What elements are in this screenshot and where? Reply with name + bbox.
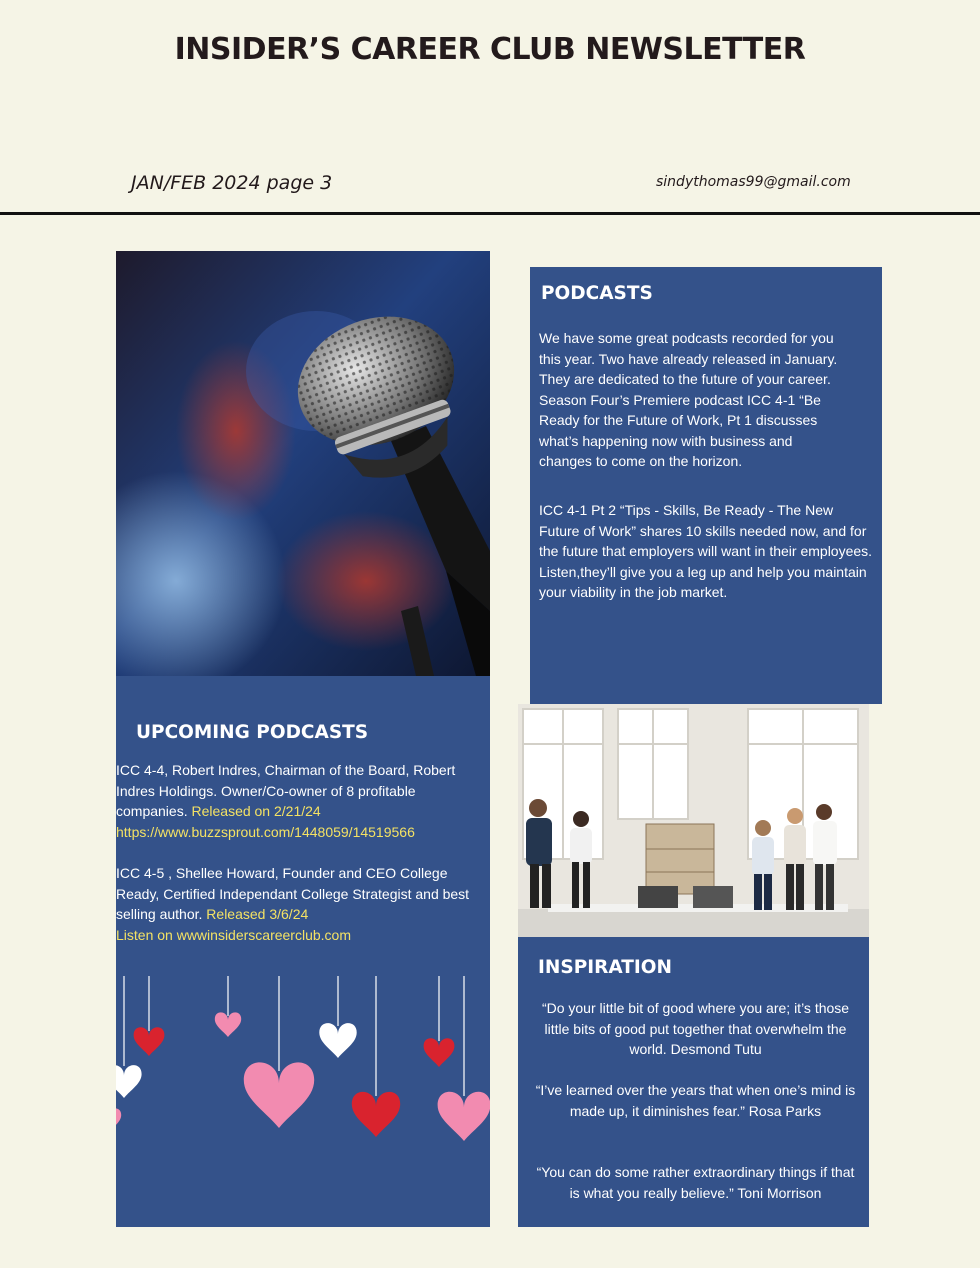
microphone-photo <box>116 251 490 676</box>
quote-tutu: “Do your little bit of good where you are; it’s those little bits of good put together that overwhelm the world. Desmond Tutu <box>541 1000 850 1057</box>
upcoming-item-2-release: Released 3/6/24 <box>206 906 309 922</box>
upcoming-item-1-release: Released on 2/21/24 <box>191 803 321 819</box>
header-divider <box>0 212 980 215</box>
upcoming-item-2 <box>116 863 481 945</box>
newsletter-title: INSIDER’S CAREER CLUB NEWSLETTER <box>174 32 806 67</box>
upcoming-podcasts-panel <box>116 676 490 1227</box>
upcoming-item-1-link[interactable]: https://www.buzzsprout.com/1448059/14519566 <box>116 823 415 840</box>
upcoming-podcasts-heading: UPCOMING PODCASTS <box>136 722 369 743</box>
upcoming-item-2-text: ICC 4-5 , Shellee Howard, Founder and CEO College Ready, Certified Independant College Strategist and best selling author. <box>116 865 470 922</box>
podcasts-paragraph-1: We have some great podcasts recorded for you this year. Two have already released in January. They are dedicated to the future of your career. Season Four’s Premiere podcast ICC 4-1 “Be Ready for the Future of Work, Pt 1 discusses what’s happening now with business and changes to come on the horizon. <box>539 330 838 469</box>
office-team-photo <box>518 704 869 937</box>
issue-date: JAN/FEB 2024 page 3 <box>131 172 333 194</box>
upcoming-item-2-link[interactable]: Listen on wwwinsiderscareerclub.com <box>116 926 351 943</box>
upcoming-item-1-text: ICC 4-4, Robert Indres, Chairman of the Board, Robert Indres Holdings. Owner/Co-owner of 8 profitable companies. <box>116 762 456 819</box>
hanging-hearts-decoration <box>116 976 490 1227</box>
podcasts-paragraph-2: ICC 4-1 Pt 2 “Tips - Skills, Be Ready - The New Future of Work” shares 10 skills needed now, and for the future that employers will want in their employees. Listen,they’ll give you a leg up and help you maintain your viability in the job market. <box>539 502 873 600</box>
podcasts-heading: PODCASTS <box>541 283 653 304</box>
inspiration-panel <box>518 937 869 1227</box>
inspiration-heading: INSPIRATION <box>538 957 672 978</box>
contact-email[interactable]: sindythomas99@gmail.com <box>656 174 851 190</box>
quote-parks: “I’ve learned over the years that when one’s mind is made up, it diminishes fear.” Rosa Parks <box>535 1082 856 1119</box>
upcoming-item-1 <box>116 760 481 842</box>
podcasts-panel <box>530 267 882 704</box>
quote-morrison: “You can do some rather extraordinary things if that is what you really believe.” Toni Morrison <box>536 1164 855 1201</box>
